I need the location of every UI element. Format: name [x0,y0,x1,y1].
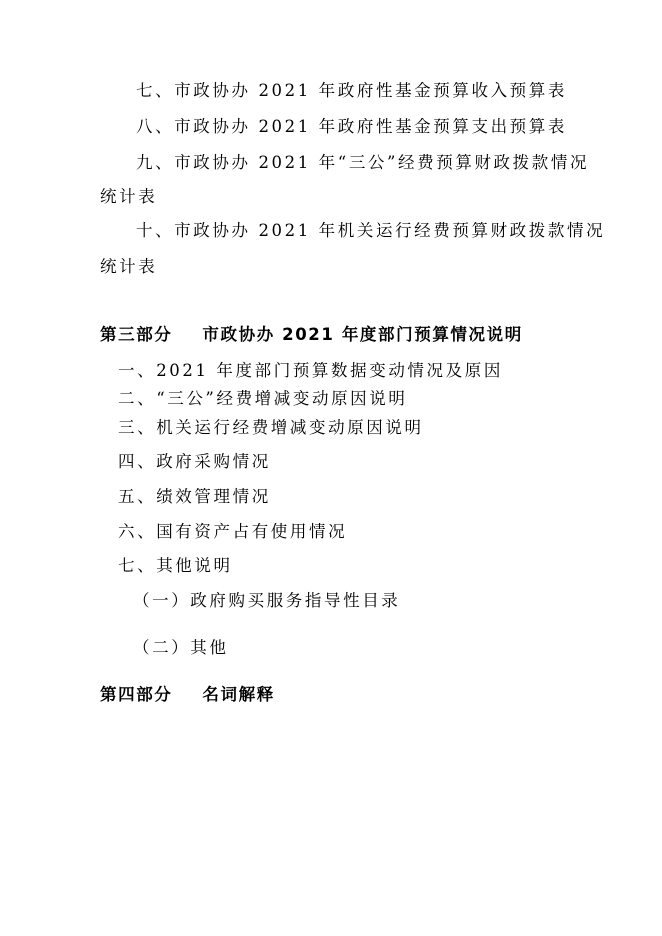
toc-part2-item-10: 十、市政协办 2021 年机关运行经费预算财政拨款情况 [136,221,606,240]
part3-item-4: 四、政府采购情况 [118,452,271,471]
part3-item-3: 三、机关运行经费增减变动原因说明 [118,418,424,437]
toc-part2-item-7: 七、市政协办 2021 年政府性基金预算收入预算表 [136,81,567,100]
toc-part2-item-9-cont: 统计表 [100,187,158,206]
part3-subitem-1: （一）政府购买服务指导性目录 [133,591,401,610]
part3-item-5: 五、绩效管理情况 [118,487,271,506]
part3-item-1: 一、2021 年度部门预算数据变动情况及原因 [118,361,503,380]
part4-title: 名词解释 [202,685,275,704]
toc-part2-item-8: 八、市政协办 2021 年政府性基金预算支出预算表 [136,117,567,136]
part3-item-6: 六、国有资产占有使用情况 [118,522,348,541]
part4-heading [100,684,275,706]
part3-subitem-2: （二）其他 [133,638,229,657]
part3-item-7: 七、其他说明 [118,556,233,575]
part3-heading [100,324,523,346]
toc-part2-item-10-cont: 统计表 [100,257,158,276]
part4-label: 第四部分 [100,685,173,704]
toc-part2-item-9: 九、市政协办 2021 年“三公”经费预算财政拨款情况 [136,153,590,172]
part3-item-2: 二、“三公”经费增减变动原因说明 [118,389,408,408]
part3-label: 第三部分 [100,325,173,344]
part3-title: 市政协办 2021 年度部门预算情况说明 [202,325,523,344]
